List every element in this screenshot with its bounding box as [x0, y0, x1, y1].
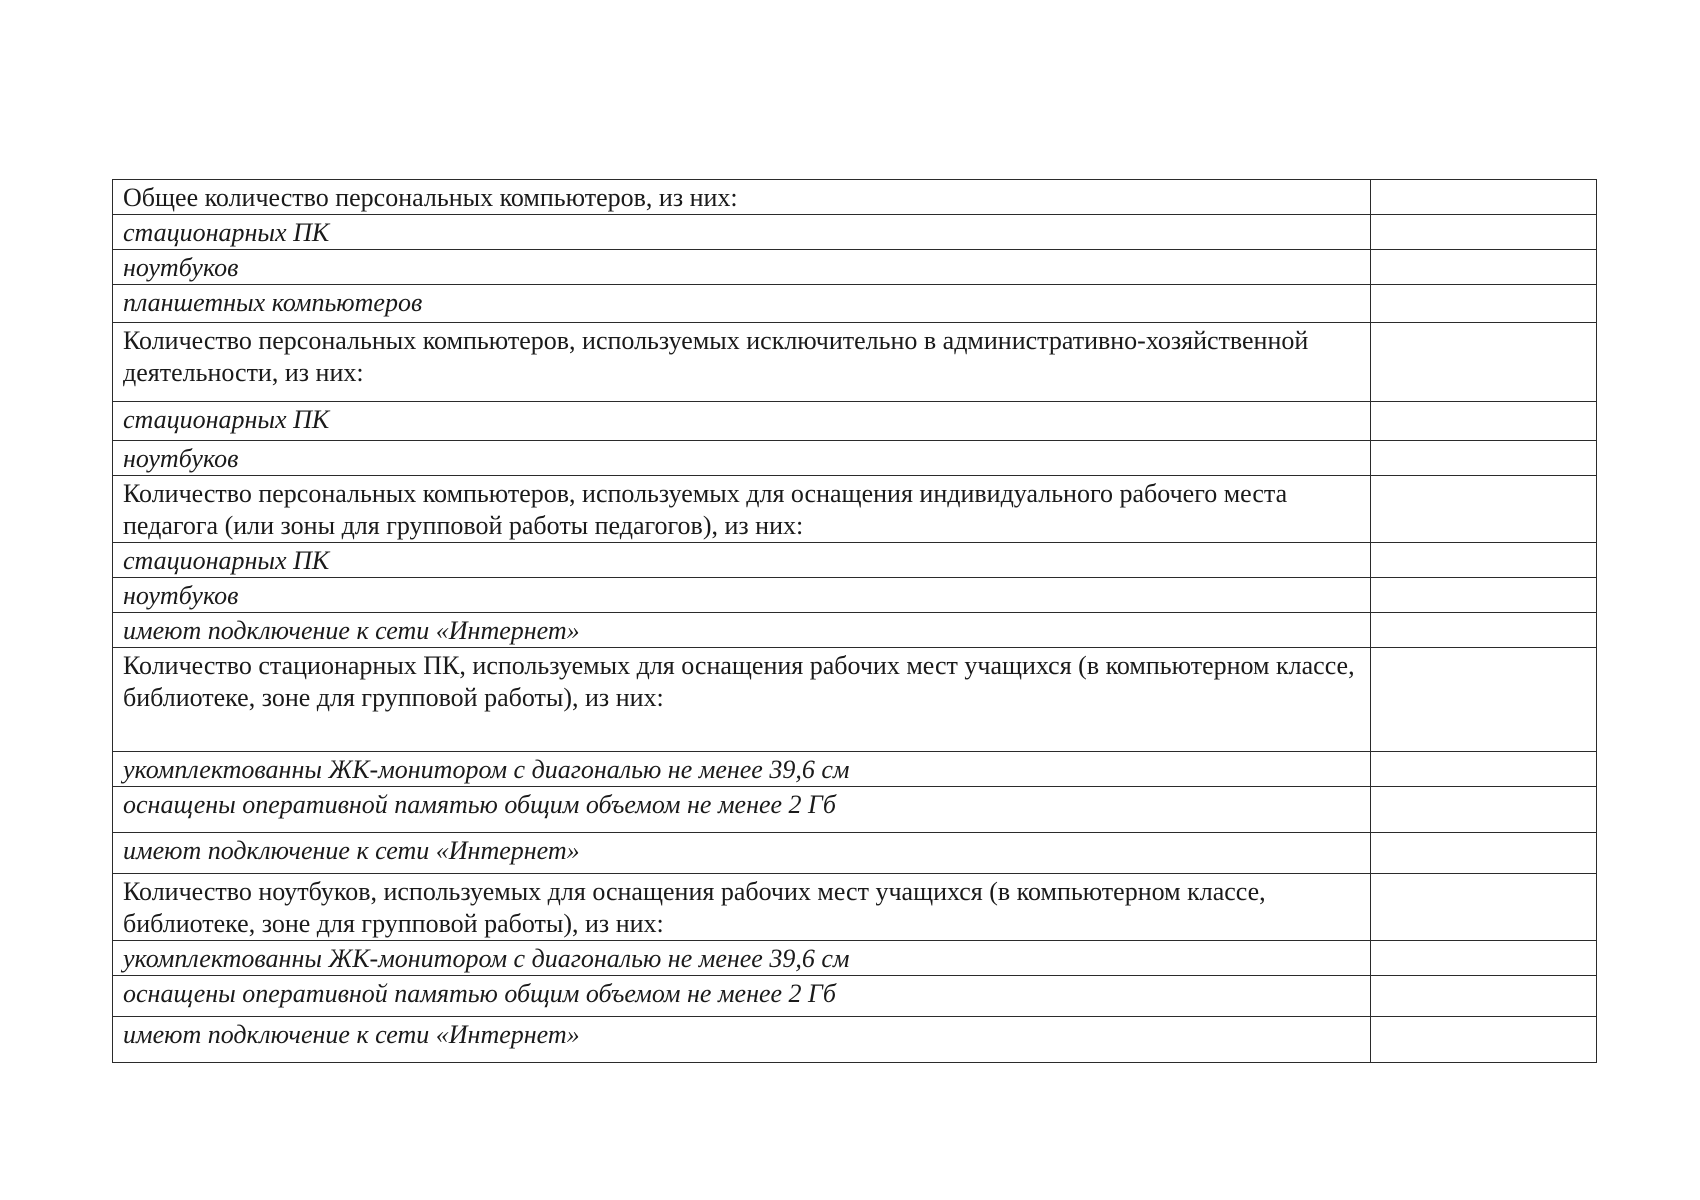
row-label: планшетных компьютеров: [113, 285, 1371, 323]
row-value: [1371, 543, 1597, 578]
table-row: [113, 874, 1597, 941]
row-value: [1371, 613, 1597, 648]
equipment-table: [112, 179, 1597, 1063]
row-value: [1371, 215, 1597, 250]
table-row: [113, 476, 1597, 543]
row-label: укомплектованны ЖК-монитором с диагональю не менее 39,6 см: [113, 941, 1371, 976]
row-value: [1371, 441, 1597, 476]
table-row: [113, 285, 1597, 323]
row-label: Количество ноутбуков, используемых для оснащения рабочих мест учащихся (в компьютерном классе, библиотеке, зоне для групповой работы), из них:: [113, 874, 1371, 941]
row-label: Количество стационарных ПК, используемых для оснащения рабочих мест учащихся (в компьютерном классе, библиотеке, зоне для групповой работы), из них:: [113, 648, 1371, 752]
row-value: [1371, 787, 1597, 833]
row-value: [1371, 752, 1597, 787]
row-value: [1371, 648, 1597, 752]
table-row: [113, 215, 1597, 250]
row-label: имеют подключение к сети «Интернет»: [113, 1017, 1371, 1063]
row-value: [1371, 476, 1597, 543]
row-value: [1371, 1017, 1597, 1063]
row-value: [1371, 323, 1597, 402]
row-value: [1371, 874, 1597, 941]
row-label: Количество персональных компьютеров, используемых для оснащения индивидуального рабочего места педагога (или зоны для групповой работы педагогов), из них:: [113, 476, 1371, 543]
table-row: [113, 833, 1597, 874]
table-row: [113, 1017, 1597, 1063]
table-row: [113, 543, 1597, 578]
table-row: [113, 648, 1597, 752]
row-value: [1371, 976, 1597, 1017]
row-label: оснащены оперативной памятью общим объемом не менее 2 Гб: [113, 787, 1371, 833]
table-row: [113, 323, 1597, 402]
table-row: [113, 180, 1597, 215]
table-row: [113, 441, 1597, 476]
row-value: [1371, 285, 1597, 323]
equipment-table-body: [113, 180, 1597, 1063]
table-row: [113, 976, 1597, 1017]
row-label: стационарных ПК: [113, 215, 1371, 250]
row-value: [1371, 250, 1597, 285]
row-value: [1371, 180, 1597, 215]
row-label: имеют подключение к сети «Интернет»: [113, 613, 1371, 648]
row-label: ноутбуков: [113, 578, 1371, 613]
row-label: Общее количество персональных компьютеров, из них:: [113, 180, 1371, 215]
row-value: [1371, 833, 1597, 874]
row-value: [1371, 578, 1597, 613]
row-value: [1371, 402, 1597, 441]
row-label: стационарных ПК: [113, 543, 1371, 578]
row-label: стационарных ПК: [113, 402, 1371, 441]
table-row: [113, 941, 1597, 976]
table-row: [113, 787, 1597, 833]
row-value: [1371, 941, 1597, 976]
row-label: Количество персональных компьютеров, используемых исключительно в административно-хозяйственной деятельности, из них:: [113, 323, 1371, 402]
row-label: имеют подключение к сети «Интернет»: [113, 833, 1371, 874]
row-label: ноутбуков: [113, 441, 1371, 476]
row-label: оснащены оперативной памятью общим объемом не менее 2 Гб: [113, 976, 1371, 1017]
table-row: [113, 613, 1597, 648]
table-row: [113, 402, 1597, 441]
table-row: [113, 752, 1597, 787]
row-label: укомплектованны ЖК-монитором с диагональю не менее 39,6 см: [113, 752, 1371, 787]
row-label: ноутбуков: [113, 250, 1371, 285]
table-row: [113, 250, 1597, 285]
table-row: [113, 578, 1597, 613]
